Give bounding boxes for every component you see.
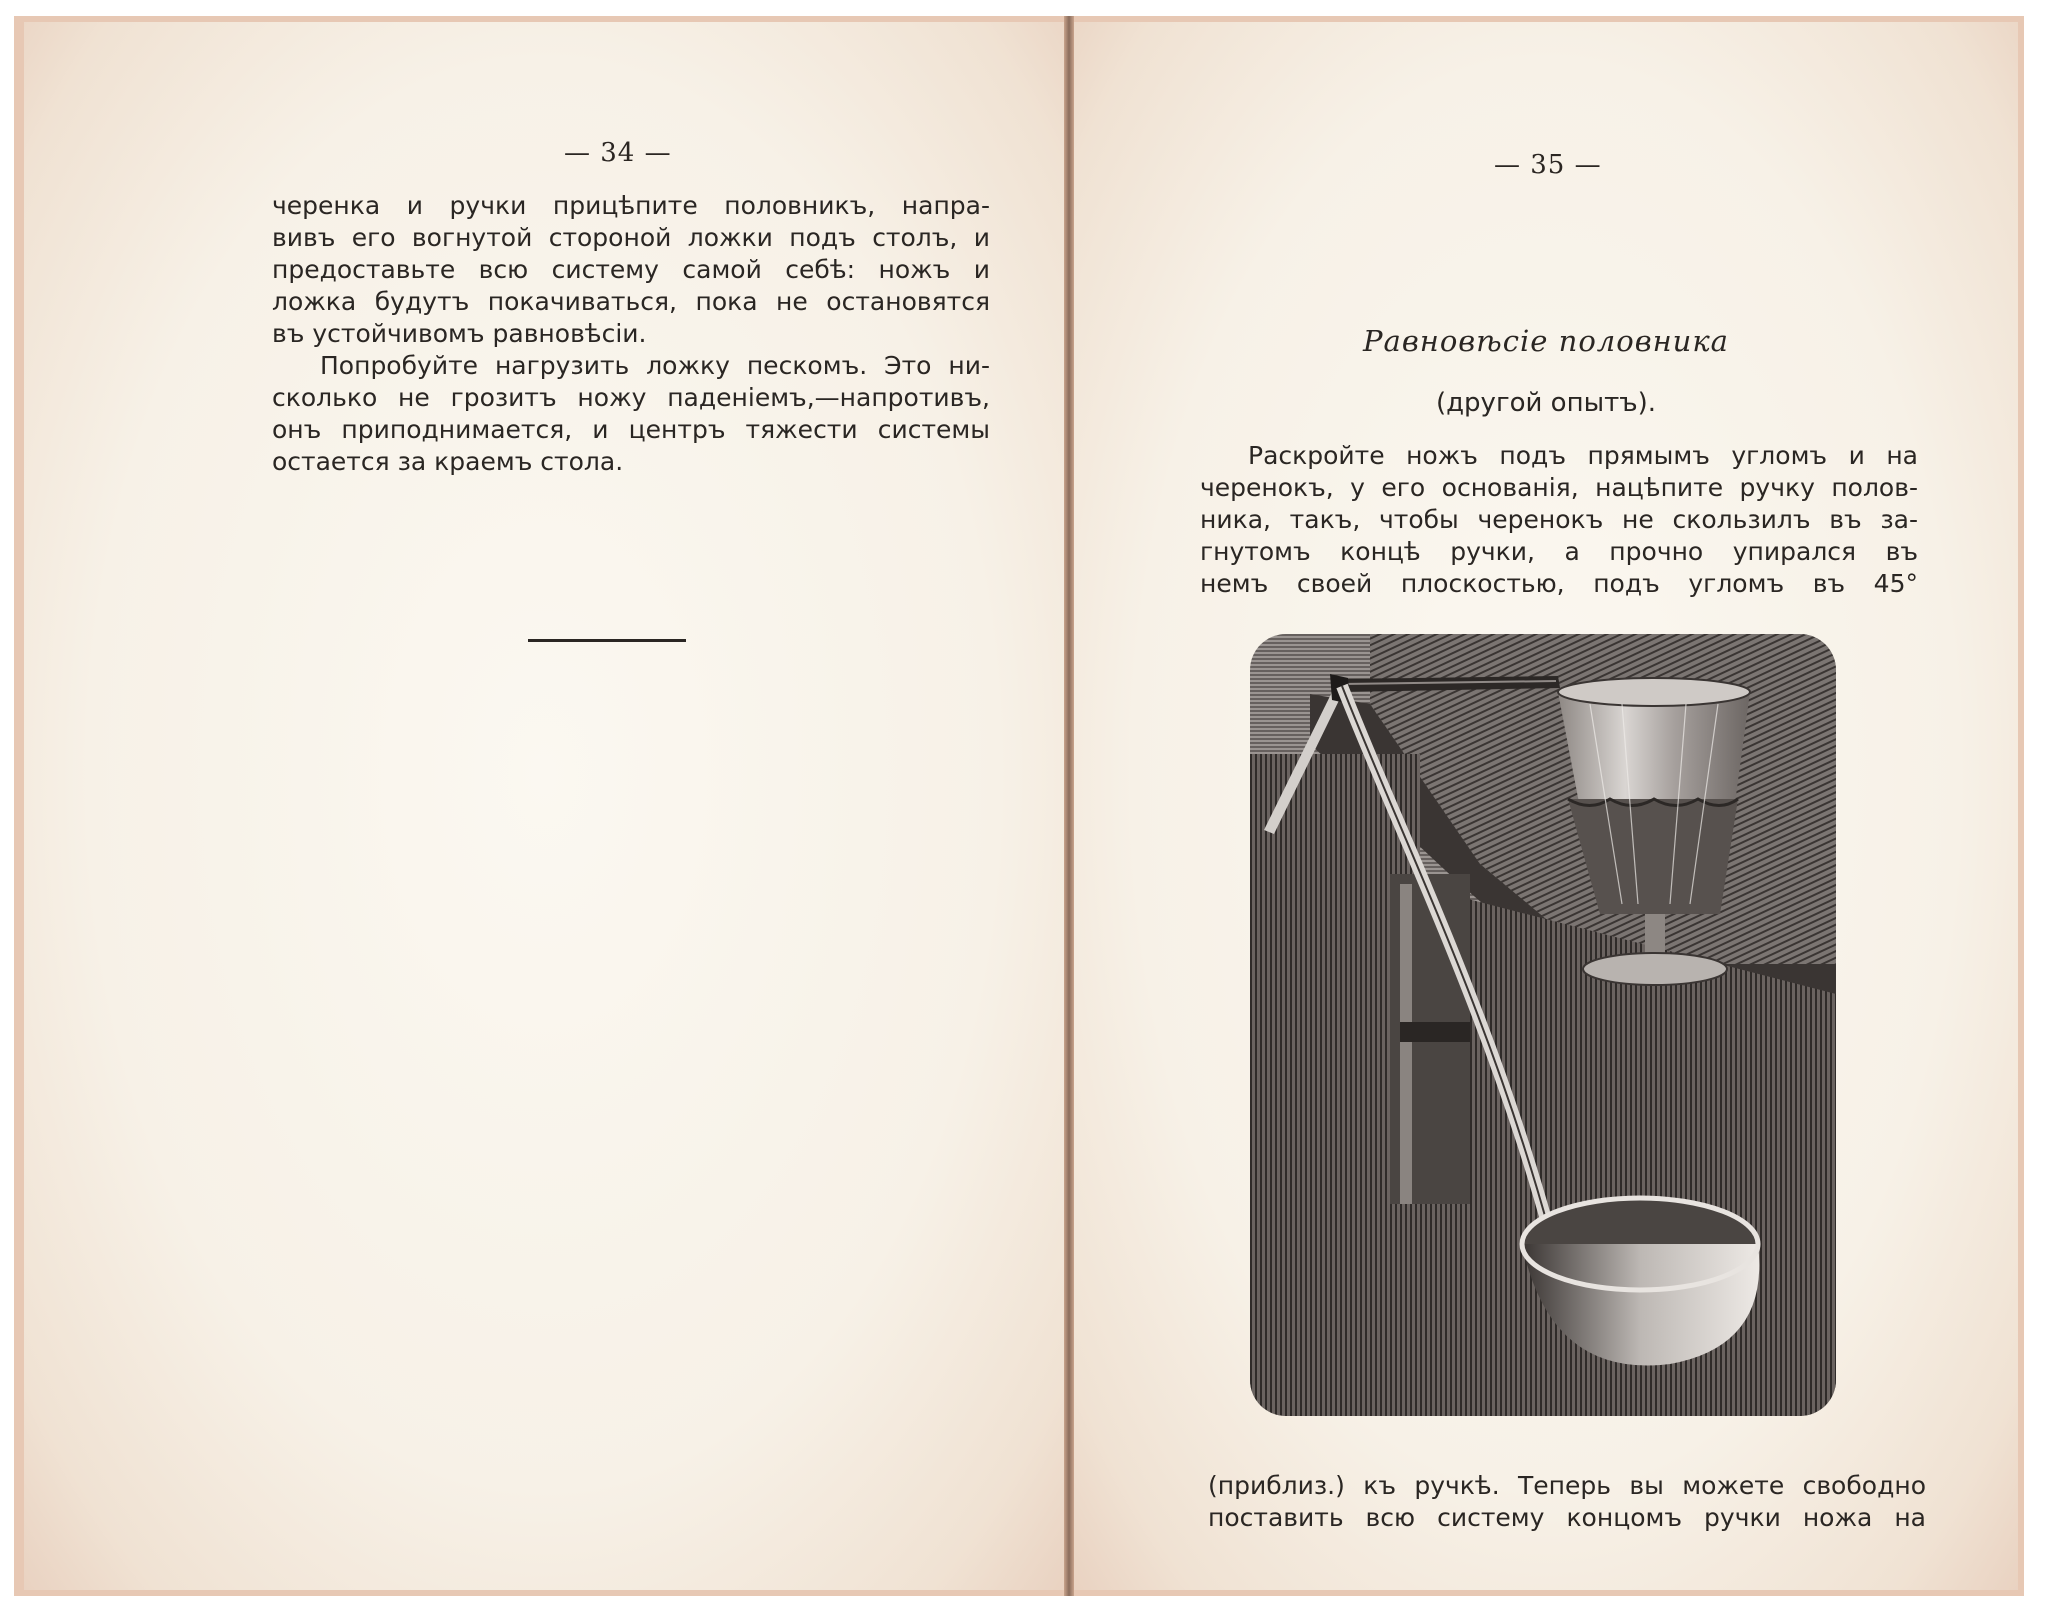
ladle-engraving-image (1250, 634, 1836, 1416)
right-text-block-bottom (1208, 1470, 1926, 1534)
text-line: остается за краемъ стола. (272, 447, 624, 476)
text-line: (приблиз.) къ ручкѣ. Теперь вы можете свободно (1208, 1471, 1926, 1500)
text-line: ложка будутъ покачиваться, пока не остановятся (272, 287, 990, 316)
left-page (24, 22, 1064, 1590)
text-line: черенокъ, у его основанія, нацѣпите ручку полов- (1200, 473, 1918, 502)
page-number-34: — 34 — (564, 138, 672, 168)
text-line: ника, такъ, чтобы черенокъ не скользилъ въ за- (1200, 505, 1918, 534)
book-scan (14, 16, 2024, 1596)
book-spine (1064, 16, 1074, 1596)
text-line: вивъ его вогнутой стороной ложки подъ столъ, и (272, 223, 990, 252)
right-text-block-top (1200, 440, 1918, 600)
text-line: сколько не грозитъ ножу паденіемъ,—напротивъ, (272, 383, 990, 412)
text-line: немъ своей плоскостью, подъ угломъ въ 45° (1200, 569, 1918, 598)
right-page (1074, 22, 2018, 1590)
page-number-35: — 35 — (1494, 150, 1602, 180)
text-line: предоставьте всю систему самой себѣ: ножъ и (272, 255, 990, 284)
text-line: онъ приподнимается, и центръ тяжести системы (272, 415, 990, 444)
text-line: гнутомъ концѣ ручки, а прочно упирался въ (1200, 537, 1918, 566)
text-line: поставить всю систему концомъ ручки ножа на (1208, 1503, 1926, 1532)
section-subtitle: (другой опытъ). (1435, 388, 1657, 418)
ladle-illustration (1250, 634, 1836, 1416)
left-text-block (272, 190, 990, 478)
text-line: Попробуйте нагрузить ложку пескомъ. Это ни- (320, 351, 990, 380)
end-of-section-rule (528, 639, 686, 642)
text-line: черенка и ручки прицѣпите половникъ, напра- (272, 191, 990, 220)
text-line: въ устойчивомъ равновѣсіи. (272, 319, 647, 348)
text-line: Раскройте ножъ подъ прямымъ угломъ и на (1248, 441, 1918, 470)
section-title: Равновѣсіе половника (1363, 324, 1729, 358)
